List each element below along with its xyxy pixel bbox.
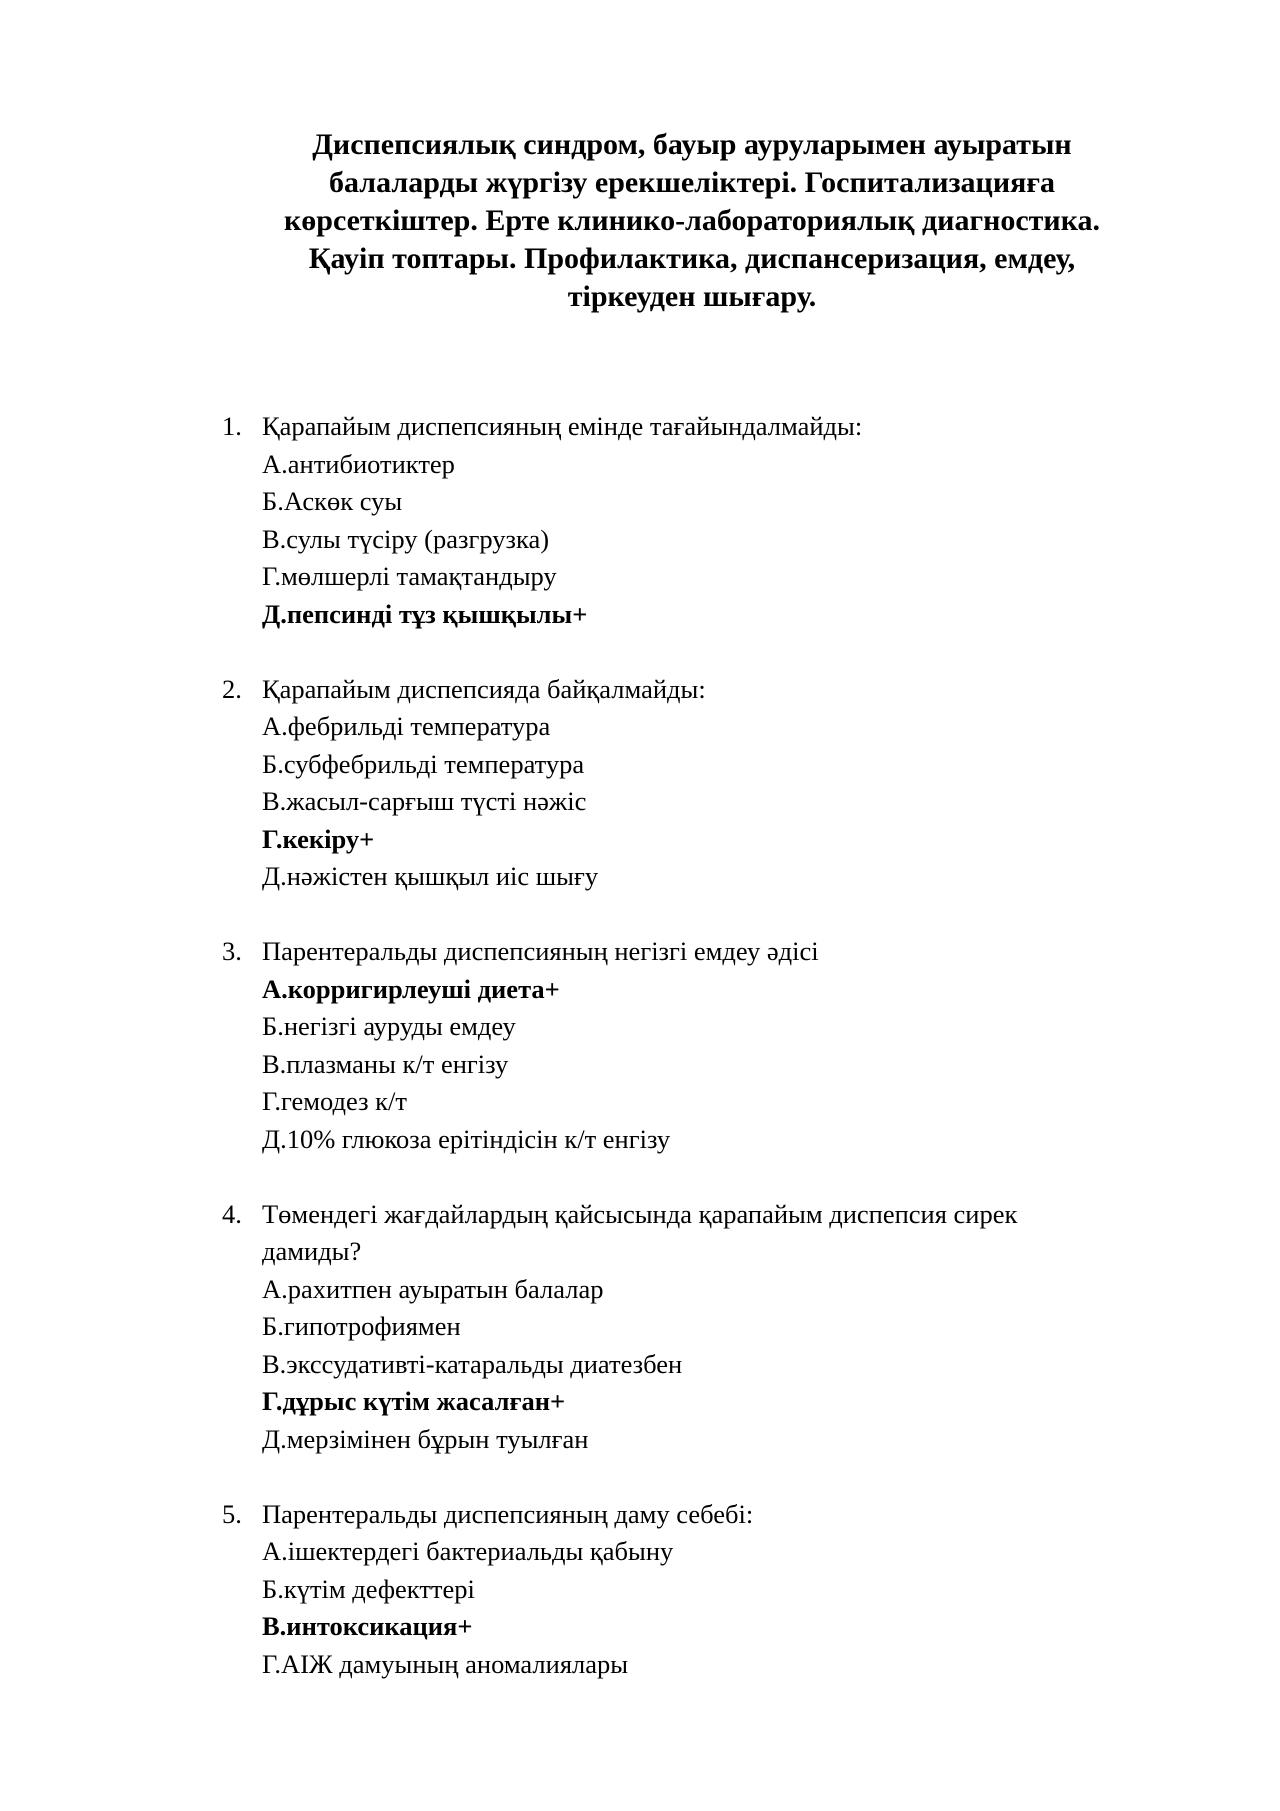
answer-option: Г.мөлшерлі тамақтандыру <box>262 561 557 591</box>
question-text <box>262 1496 1142 1534</box>
document-title <box>212 126 1172 316</box>
correct-answer-option: Г.кекіру+ <box>262 823 375 854</box>
answer-option: Д.мерзімінен бұрын туылған <box>262 1423 589 1454</box>
answer-option: Б.субфебрильді температура <box>262 748 585 779</box>
question-text <box>262 408 1142 446</box>
answer-option: Г.гемодез к/т <box>262 1086 407 1116</box>
question-text <box>262 1196 1142 1271</box>
question-item <box>0 408 1280 633</box>
answer-option: А.ішектердегі бактериальды қабыну <box>262 1536 674 1566</box>
question-list <box>0 408 1280 1721</box>
question-text <box>262 933 1142 971</box>
title-line: тіркеуден шығару. <box>567 280 817 313</box>
answer-option: Б.гипотрофиямен <box>262 1311 461 1341</box>
question-text-line: Қарапайым диспепсияда байқалмайды: <box>262 673 706 704</box>
answer-option: В.плазманы к/т енгізу <box>262 1048 509 1079</box>
answer-option: В.экссудативті-катаральды диатезбен <box>262 1348 683 1379</box>
correct-answer-option: А.корригирлеуші диета+ <box>262 973 560 1004</box>
question-text-line: Төмендегі жағдайлардың қайсысында қарапайым диспепсия сирек <box>262 1198 1018 1229</box>
answer-option: Б.күтім дефекттері <box>262 1573 475 1604</box>
title-line: балаларды жүргізу ерекшеліктері. Госпитализацияға <box>329 166 1055 199</box>
question-number: 3. <box>222 936 242 966</box>
title-line: көрсеткіштер. Ерте клинико-лабораториялық диагностика. <box>283 204 1101 237</box>
question-number: 1. <box>222 411 242 441</box>
correct-answer-option: Г.дұрыс күтім жасалған+ <box>262 1386 566 1416</box>
question-text <box>262 671 1142 709</box>
correct-answer-option: В.интоксикация+ <box>262 1611 473 1641</box>
question-item <box>0 1496 1280 1684</box>
answer-option: А.антибиотиктер <box>262 448 455 479</box>
question-text-line: Қарапайым диспепсияның емінде тағайындалмайды: <box>262 411 863 441</box>
question-number: 4. <box>222 1198 242 1229</box>
question-item <box>0 671 1280 896</box>
answer-option: Б.Аскөк суы <box>262 486 403 516</box>
answer-option: Д.10% глюкоза ерітіндісін к/т енгізу <box>262 1123 671 1154</box>
question-item <box>0 933 1280 1158</box>
correct-answer-option: Д.пепсинді тұз қышқылы+ <box>262 598 588 629</box>
title-line: Диспепсиялық синдром, бауыр ауруларымен ауыратын <box>312 128 1072 161</box>
question-item <box>0 1196 1280 1459</box>
answer-option: Д.нәжістен қышқыл иіс шығу <box>262 861 599 891</box>
answer-option: В.сулы түсіру (разгрузка) <box>262 523 550 554</box>
question-number: 5. <box>222 1498 242 1529</box>
answer-option: А.рахитпен ауыратын балалар <box>262 1273 604 1304</box>
answer-option: В.жасыл-сарғыш түсті нәжіс <box>262 786 587 816</box>
question-number: 2. <box>222 673 242 704</box>
question-text-line: Парентеральды диспепсияның даму себебі: <box>262 1498 754 1529</box>
question-text-line: дамиды? <box>262 1236 362 1266</box>
title-line: Қауіп топтары. Профилактика, диспансеризация, емдеу, <box>308 242 1076 275</box>
answer-option: А.фебрильді температура <box>262 711 551 741</box>
question-text-line: Парентеральды диспепсияның негізгі емдеу әдісі <box>262 936 819 966</box>
answer-option: Б.негізгі ауруды емдеу <box>262 1011 516 1041</box>
answer-option: Г.АІЖ дамуының аномалиялары <box>262 1648 629 1679</box>
